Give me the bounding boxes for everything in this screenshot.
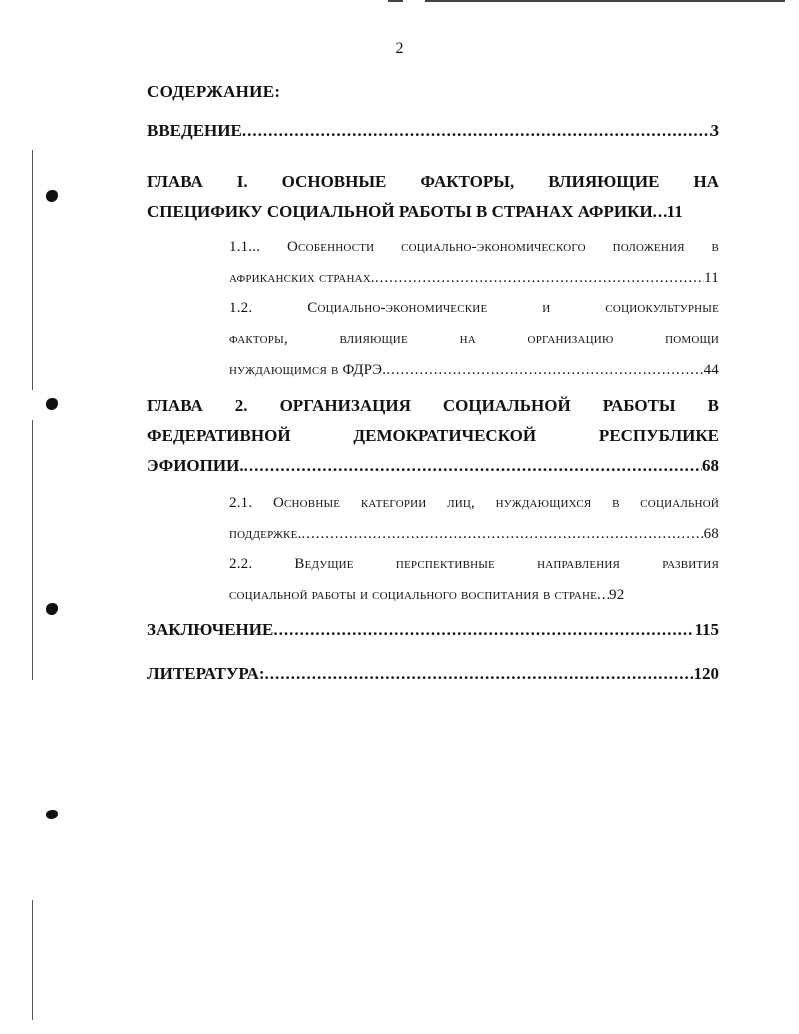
toc-entry-title-line: ЭФИОПИИ. — [147, 456, 244, 475]
toc-section-title-line: африканских странах. — [229, 270, 375, 286]
toc-section-2-2[interactable] — [229, 549, 719, 611]
toc-section-title-line: 1.2. Социально-экономические и социокультурные — [229, 300, 719, 316]
toc-page-number: 68 — [703, 526, 719, 542]
scan-edge-left — [32, 150, 33, 390]
toc-heading: СОДЕРЖАНИЕ: — [147, 82, 281, 101]
dot-leader — [265, 664, 694, 684]
toc-page-number: 120 — [693, 664, 719, 683]
toc-section-title-line: 2.2. Ведущие перспективные направления развития — [229, 556, 719, 572]
scan-edge-left — [32, 900, 33, 1020]
toc-page-number: 44 — [703, 362, 719, 378]
toc-section-1-2[interactable] — [229, 293, 719, 386]
toc-page-number: 11 — [704, 270, 719, 286]
toc-section-title-line: нуждающимся в ФДРЭ. — [229, 362, 387, 378]
toc-section-title-line: 1.1... Особенности социально-экономического положения в — [229, 239, 719, 255]
dot-leader — [273, 620, 694, 640]
scan-edge-left — [32, 420, 33, 680]
toc-entry-introduction[interactable] — [147, 121, 719, 141]
toc-entry-title: ЛИТЕРАТУРА: — [147, 664, 265, 683]
toc-entry-chapter-1[interactable] — [147, 167, 719, 227]
page-number: 2 — [395, 40, 404, 57]
dot-leader — [375, 263, 704, 294]
toc-entry-title: ЗАКЛЮЧЕНИЕ — [147, 620, 274, 639]
toc-section-title-line: 2.1. Основные категории лиц, нуждающихся в социальной — [229, 495, 719, 511]
toc-entry-literature[interactable] — [147, 664, 719, 684]
toc-page-number: 92 — [609, 587, 625, 603]
toc-page-number: 11 — [666, 202, 683, 221]
toc-section-1-1[interactable] — [229, 232, 719, 294]
punch-hole-mark — [46, 190, 58, 202]
scan-edge-top — [425, 0, 785, 2]
punch-hole-mark — [46, 603, 58, 615]
dot-leader — [597, 580, 609, 611]
toc-entry-title-line: СПЕЦИФИКУ СОЦИАЛЬНОЙ РАБОТЫ В СТРАНАХ АФРИКИ — [147, 202, 653, 221]
dot-leader — [301, 519, 703, 550]
toc-entry-title-line: ГЛАВА 2. ОРГАНИЗАЦИЯ СОЦИАЛЬНОЙ РАБОТЫ В — [147, 396, 719, 415]
toc-entry-title: ВВЕДЕНИЕ — [147, 121, 242, 140]
toc-section-title-line: социальной работы и социального воспитания в стране — [229, 587, 598, 603]
dot-leader — [386, 355, 703, 386]
toc-section-2-1[interactable] — [229, 488, 719, 550]
scan-mark-top — [388, 0, 403, 2]
toc-entry-title-line: ГЛАВА I. ОСНОВНЫЕ ФАКТОРЫ, ВЛИЯЮЩИЕ НА — [147, 172, 719, 191]
dot-leader — [653, 197, 667, 227]
toc-page-number: 115 — [694, 620, 719, 639]
punch-hole-mark — [46, 398, 58, 410]
dot-leader — [244, 451, 702, 481]
punch-hole-mark — [46, 810, 58, 819]
toc-section-title-line: факторы, влияющие на организацию помощи — [229, 331, 719, 347]
toc-section-title-line: поддержке. — [229, 526, 302, 542]
toc-entry-title-line: ФЕДЕРАТИВНОЙ ДЕМОКРАТИЧЕСКОЙ РЕСПУБЛИКЕ — [147, 426, 719, 445]
toc-entry-chapter-2[interactable] — [147, 391, 719, 481]
toc-page-number: 68 — [702, 456, 719, 475]
toc-entry-conclusion[interactable] — [147, 620, 719, 640]
toc-page-number: 3 — [710, 121, 719, 140]
dot-leader — [242, 121, 711, 141]
